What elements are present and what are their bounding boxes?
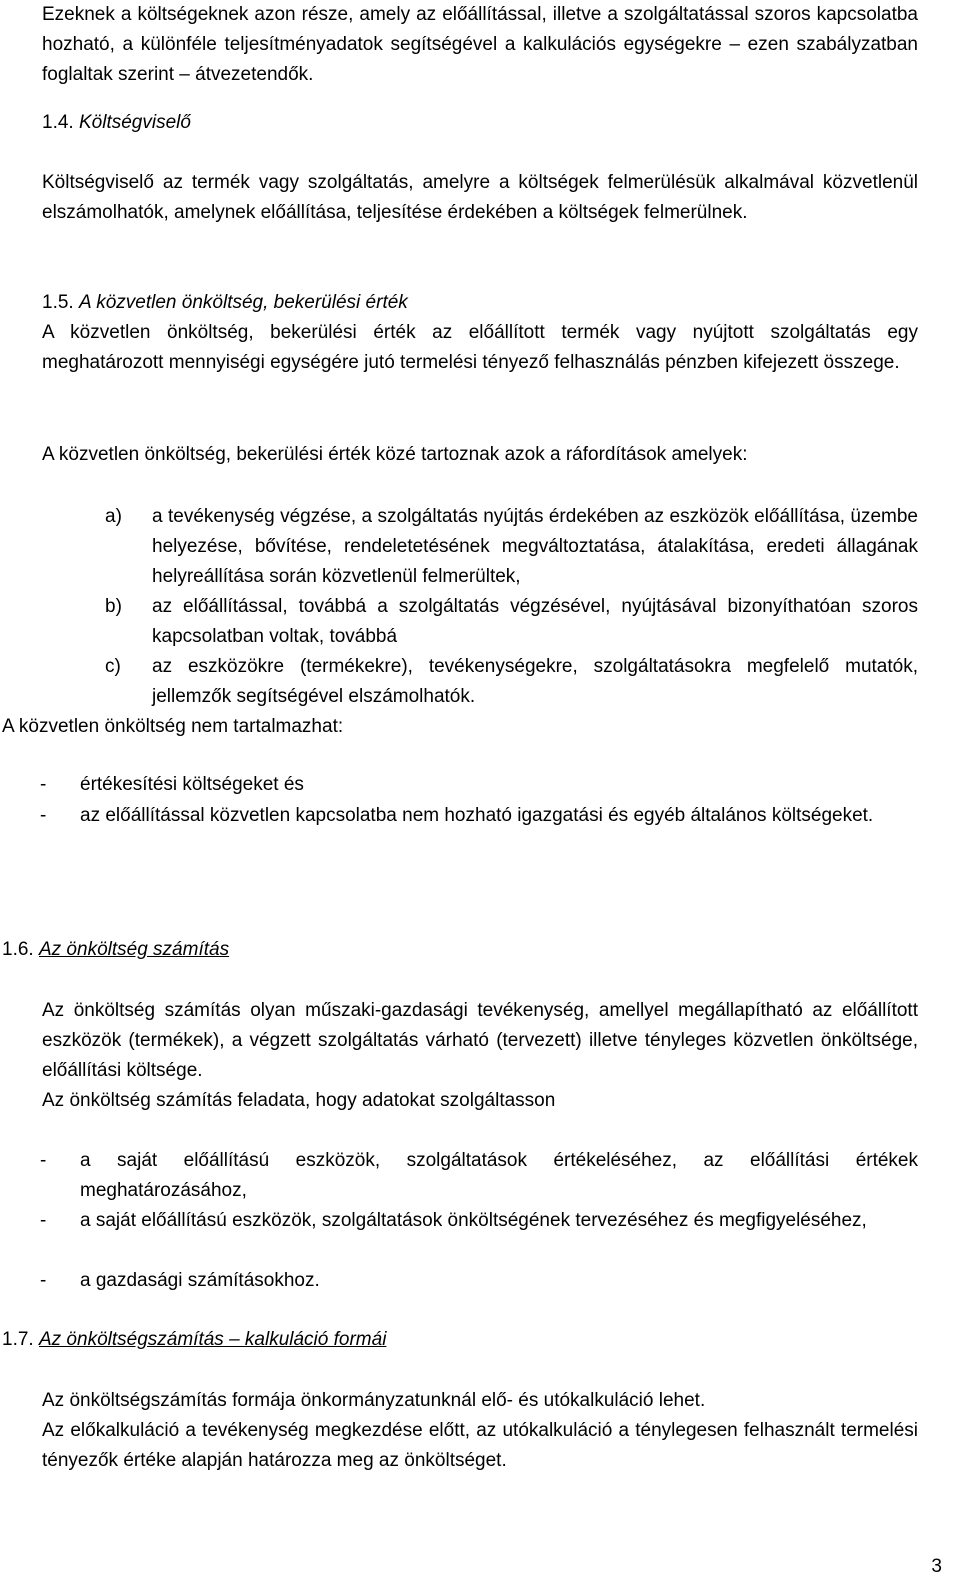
list-item-label: b) bbox=[105, 596, 122, 617]
section-number: 1.5. bbox=[42, 292, 74, 313]
list-item-label: - bbox=[40, 774, 47, 795]
paragraph-1-7-explanation: Az előkalkuláció a tevékenység megkezdése előtt, az utókalkuláció a ténylegesen felhasznált termelési tényezők értéke alapján határozza meg az önköltséget. bbox=[42, 1420, 918, 1471]
section-title: Az önköltségszámítás – kalkuláció formái bbox=[38, 1329, 387, 1350]
list-item-text: a tevékenység végzése, a szolgáltatás nyújtás érdekében az eszközök előállítása, üzembe helyezése, bővítése, rendeletetésének megváltoztatása, átalakítása, eredeti állagának helyreállítása során közvetlenül felmerültek, bbox=[152, 506, 918, 587]
list-item-text: a saját előállítású eszközök, szolgáltatások önköltségének tervezéséhez és megfigyeléséhez, bbox=[80, 1210, 867, 1231]
list-item-text: a saját előállítású eszközök, szolgáltatások értékeléséhez, az előállítási értékek meghatározásához, bbox=[80, 1150, 918, 1201]
list-item-label: c) bbox=[105, 656, 121, 677]
paragraph-1-6-purpose: Az önköltség számítás feladata, hogy adatokat szolgáltasson bbox=[42, 1090, 556, 1111]
paragraph-1-6-definition: Az önköltség számítás olyan műszaki-gazdasági tevékenység, amellyel megállapítható az előállított eszközök (termékek), a végzett szolgáltatás várható (tervezett) illetve tényleges közvetlen önköltsége, előállítási költsége. bbox=[42, 1000, 918, 1081]
paragraph-1-4: Költségviselő az termék vagy szolgáltatás, amelyre a költségek felmerülésük alkalmával közvetlenül elszámolhatók, amelynek előállítása, teljesítése érdekében a költségek felmerülnek. bbox=[42, 172, 918, 223]
list-item-label: a) bbox=[105, 506, 122, 527]
paragraph-1-7-forms: Az önköltségszámítás formája önkormányzatunknál elő- és utókalkuláció lehet. bbox=[42, 1390, 706, 1411]
page-number: 3 bbox=[931, 1556, 942, 1577]
list-item-label: - bbox=[40, 1210, 47, 1231]
list-item-label: - bbox=[40, 1270, 47, 1291]
section-heading-1-5 bbox=[42, 288, 408, 318]
paragraph-1-5-definition: A közvetlen önköltség, bekerülési érték az előállított termék vagy nyújtott szolgáltatás egy meghatározott mennyiségi egységére jutó termelési tényező felhasználás pénzben kifejezett összege. bbox=[42, 322, 918, 373]
section-heading-1-6 bbox=[2, 935, 229, 965]
section-number: 1.7. bbox=[2, 1329, 34, 1350]
section-number: 1.6. bbox=[2, 939, 34, 960]
section-number: 1.4. bbox=[42, 112, 74, 133]
list-item-text: az előállítással, továbbá a szolgáltatás végzésével, nyújtásával bizonyíthatóan szoros kapcsolatban voltak, továbbá bbox=[152, 596, 918, 647]
intro-paragraph: Ezeknek a költségeknek azon része, amely az előállítással, illetve a szolgáltatással szoros kapcsolatba hozható, a különféle teljesítményadatok segítségével a kalkulációs egységekre – ezen szabályzatban foglaltak szerint – átvezetendők. bbox=[42, 4, 918, 85]
list-item-label: - bbox=[40, 1150, 47, 1171]
paragraph-1-5-exclusions: A közvetlen önköltség nem tartalmazhat: bbox=[2, 716, 344, 737]
section-title: A közvetlen önköltség, bekerülési érték bbox=[78, 292, 408, 313]
paragraph-1-5-includes: A közvetlen önköltség, bekerülési érték közé tartoznak azok a ráfordítások amelyek: bbox=[42, 444, 748, 465]
list-item-text: az előállítással közvetlen kapcsolatba nem hozható igazgatási és egyéb általános költségeket. bbox=[80, 805, 874, 826]
list-item-text: az eszközökre (termékekre), tevékenységekre, szolgáltatásokra megfelelő mutatók, jellemzők segítségével elszámolhatók. bbox=[152, 656, 918, 707]
section-heading-1-4 bbox=[42, 108, 191, 138]
list-item-label: - bbox=[40, 805, 47, 826]
list-item-text: a gazdasági számításokhoz. bbox=[80, 1270, 320, 1291]
section-title: Az önköltség számítás bbox=[38, 939, 230, 960]
section-heading-1-7 bbox=[2, 1325, 386, 1355]
list-item-text: értékesítési költségeket és bbox=[80, 774, 304, 795]
section-title: Költségviselő bbox=[78, 112, 191, 133]
